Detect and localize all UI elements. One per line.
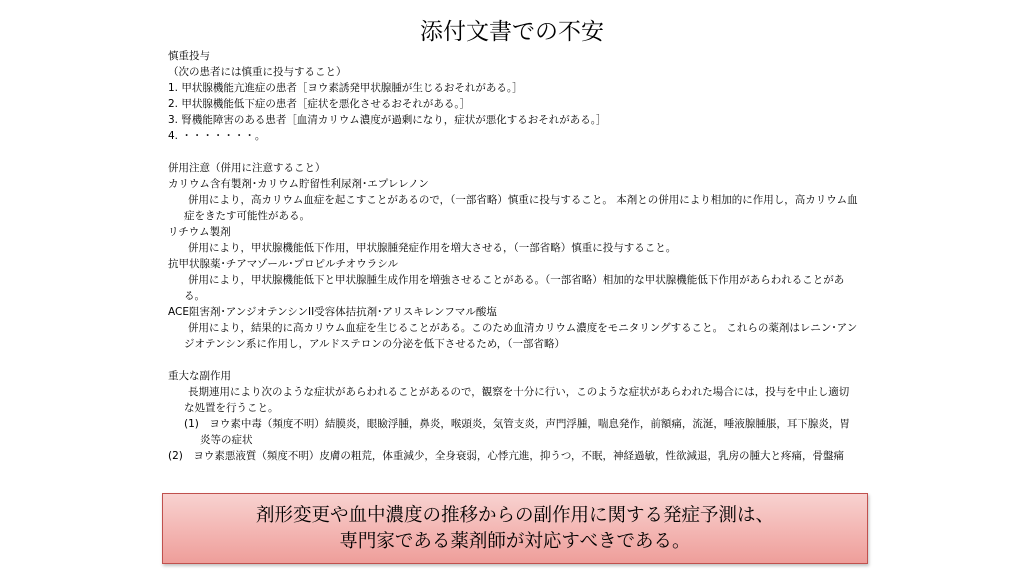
package-insert-excerpt — [168, 48, 858, 464]
careful-heading: 慎重投与 — [168, 50, 210, 62]
careful-item: 1. 甲状腺機能亢進症の患者［ヨウ素誘発甲状腺腫が生じるおそれがある。］ — [168, 82, 523, 94]
spacer — [168, 352, 858, 368]
adverse-heading: 重大な副作用 — [168, 370, 231, 382]
callout-line: 剤形変更や血中濃度の推移からの副作用に関する発症予測は、 — [255, 504, 774, 526]
adverse-intro: 長期連用により次のような症状があらわれることがあるので，観察を十分に行い，このような症状があらわれた場合には，投与を中止し適切な処置を行うこと。 — [184, 386, 850, 414]
drug-interaction-text: 併用により，結果的に高カリウム血症を生じることがある。このため血清カリウム濃度をモニタリングすること。 これらの薬剤はレニン･アンジオテンシン系に作用し，アルドステロンの分泌を低下させるため，（一部省略） — [184, 322, 858, 350]
adverse-item: (1) ヨウ素中毒（頻度不明）結膜炎，眼瞼浮腫，鼻炎，喉頭炎，気管支炎，声門浮腫，喘息発作，前額痛，流涎，唾液腺腫脹，耳下腺炎，胃炎等の症状 — [184, 418, 850, 446]
careful-item: 3. 腎機能障害のある患者［血清カリウム濃度が過剰になり，症状が悪化するおそれがある。］ — [168, 114, 607, 126]
slide-title: 添付文書での不安 — [420, 19, 604, 45]
careful-subheading: （次の患者には慎重に投与すること） — [168, 66, 347, 78]
drug-interaction-text: 併用により，高カリウム血症を起こすことがあるので，（一部省略）慎重に投与すること。 本剤との併用により相加的に作用し，高カリウム血症をきたす可能性がある。 — [184, 194, 858, 222]
combination-heading: 併用注意（併用に注意すること） — [168, 162, 326, 174]
callout-line: 専門家である薬剤師が対応すべきである。 — [339, 530, 691, 552]
drug-name: 抗甲状腺薬･チアマゾール･プロピルチオウラシル — [168, 258, 399, 270]
drug-name: ACE阻害剤･アンジオテンシンII受容体拮抗剤･アリスキレンフマル酸塩 — [168, 306, 497, 318]
drug-interaction-text: 併用により，甲状腺機能低下作用，甲状腺腫発症作用を増大させる，（一部省略）慎重に投与すること。 — [188, 242, 677, 254]
drug-name: リチウム製剤 — [168, 226, 231, 238]
drug-interaction-text: 併用により，甲状腺機能低下と甲状腺腫生成作用を増強させることがある。（一部省略）相加的な甲状腺機能低下作用があらわれることがある。 — [184, 274, 845, 302]
spacer — [168, 144, 858, 160]
conclusion-callout — [162, 493, 868, 564]
adverse-item: (2) ヨウ素悪液質（頻度不明）皮膚の粗荒，体重減少，全身衰弱，心悸亢進，抑うつ，不眠，神経過敏，性欲減退，乳房の腫大と疼痛，骨盤痛 — [168, 450, 844, 462]
careful-item: 4. ・・・・・・・。 — [168, 130, 266, 142]
careful-item: 2. 甲状腺機能低下症の患者［症状を悪化させるおそれがある。］ — [168, 98, 471, 110]
drug-name: カリウム含有製剤･カリウム貯留性利尿剤･エプレレノン — [168, 178, 429, 190]
